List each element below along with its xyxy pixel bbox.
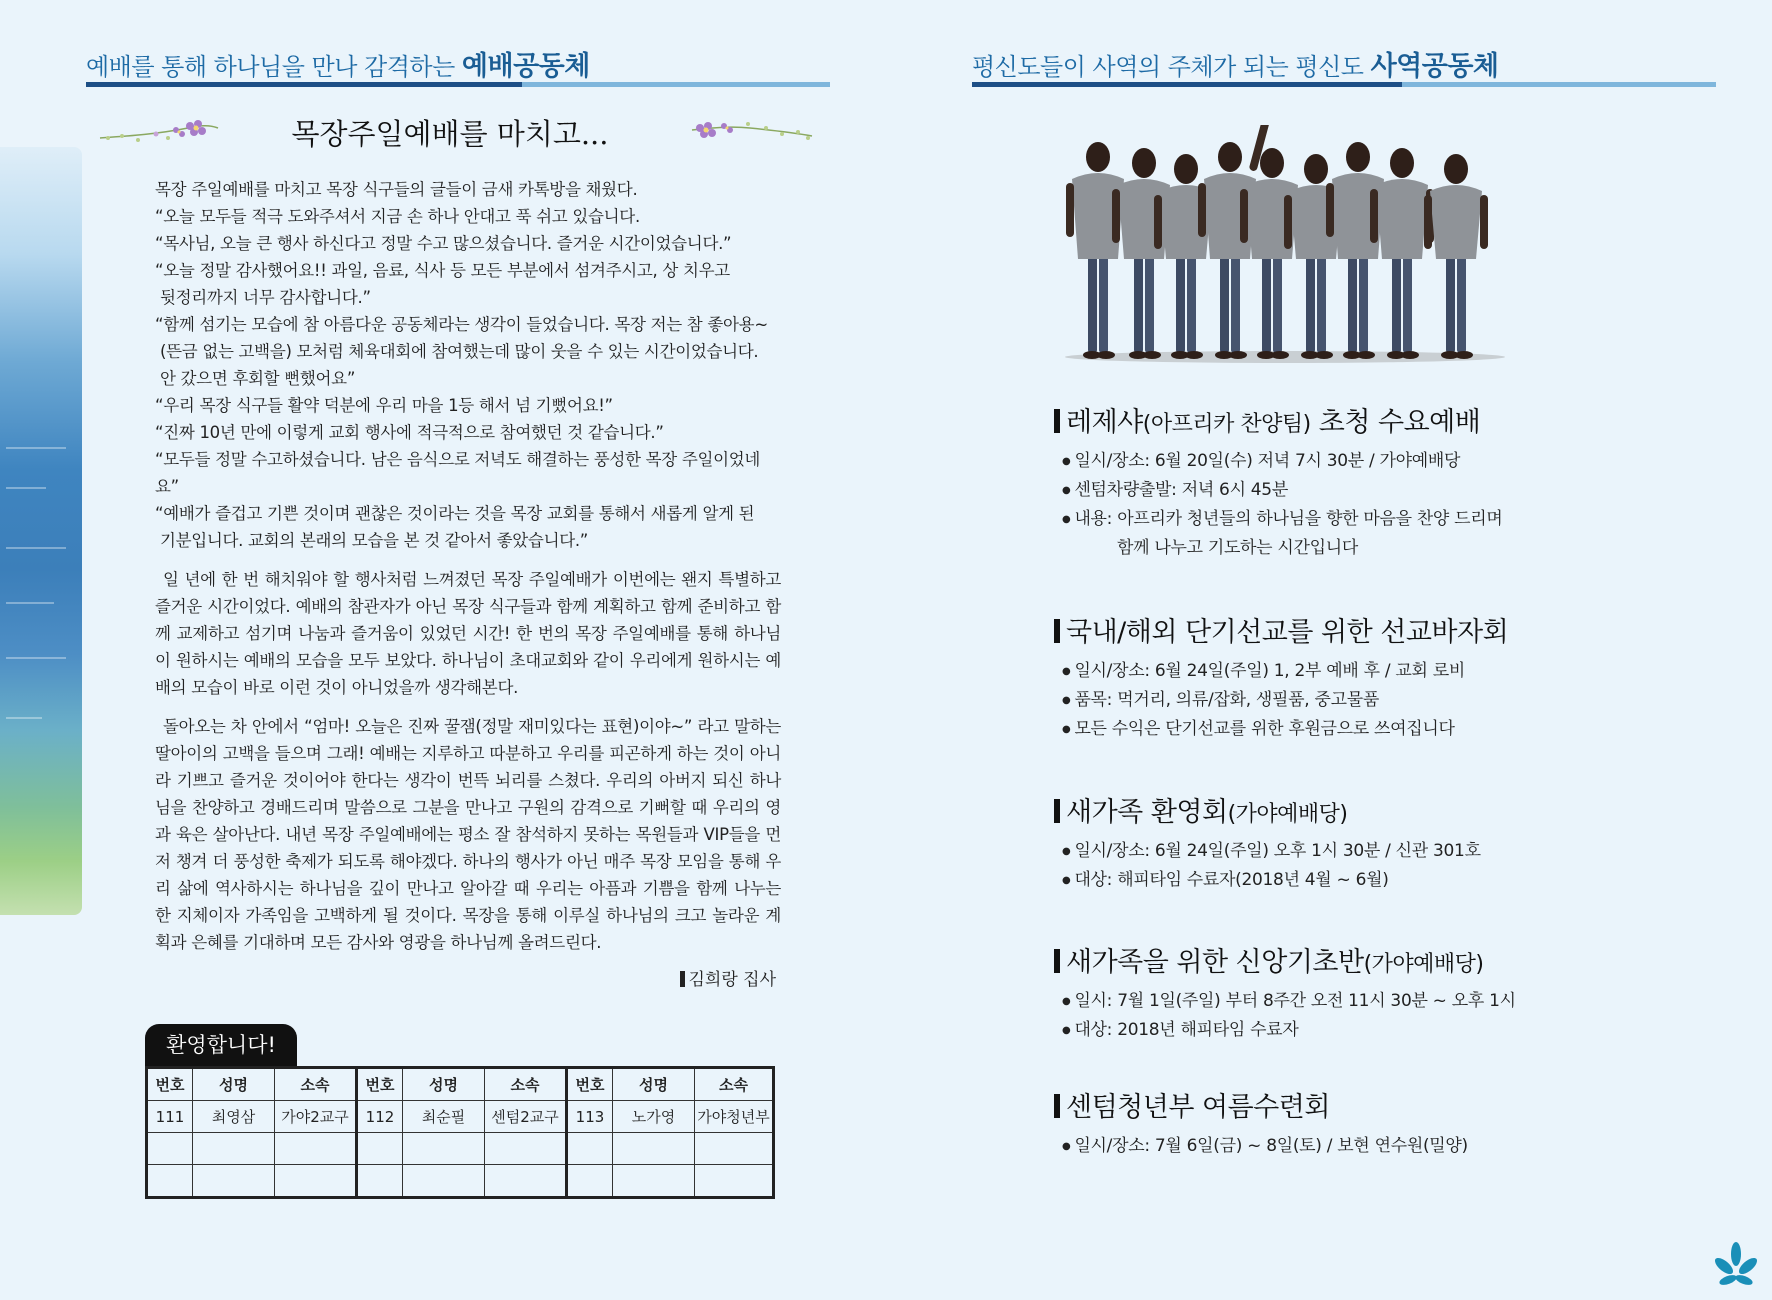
welcome-column-header: 소속	[275, 1068, 357, 1101]
title-bar-icon	[1054, 799, 1060, 823]
right-section-header	[972, 44, 1499, 83]
event-detail-text: 일시/장소: 7월 6일(금) ~ 8일(토) / 보현 연수원(밀양)	[1074, 1136, 1468, 1156]
event-title-sub: (가야예배당)	[1363, 952, 1484, 977]
welcome-tab: 환영합니다!	[145, 1024, 297, 1066]
welcome-column-header: 번호	[147, 1068, 193, 1101]
welcome-table-cell	[193, 1165, 275, 1198]
event-block	[1054, 790, 1614, 895]
event-detail-item	[1062, 657, 1614, 686]
event-title-sub: (가야예배당)	[1227, 802, 1348, 827]
welcome-table-cell	[613, 1133, 695, 1165]
testimony-line: 뒷정리까지 너무 감사합니다.”	[155, 288, 371, 307]
welcome-column-header: 소속	[485, 1068, 567, 1101]
event-detail-item	[1062, 447, 1614, 476]
flower-spray-icon	[98, 114, 220, 150]
choir-group-photo	[1054, 125, 1516, 365]
event-detail-text: 내용: 아프리카 청년들의 하나님을 향한 마음을 찬양 드리며	[1074, 509, 1503, 529]
event-block	[1054, 610, 1614, 744]
event-detail-text: 일시/장소: 6월 20일(수) 저녁 7시 30분 / 가야예배당	[1074, 451, 1461, 471]
event-detail-text: 일시/장소: 6월 24일(주일) 1, 2부 예배 후 / 교회 로비	[1074, 661, 1465, 681]
testimony-line: 기분입니다. 교회의 본래의 모습을 본 것 같아서 좋았습니다.”	[155, 531, 589, 550]
event-title-main: 새가족 환영회	[1066, 797, 1228, 828]
event-title-rest: 초청 수요예배	[1310, 407, 1481, 438]
event-details	[1062, 447, 1614, 563]
event-detail-text: 대상: 해피타임 수료자(2018년 4월 ~ 6월)	[1074, 870, 1389, 890]
left-header-rule	[86, 82, 830, 87]
event-title	[1054, 1085, 1614, 1124]
event-title	[1054, 790, 1614, 829]
testimony-quotes	[155, 176, 781, 554]
event-block	[1054, 1085, 1614, 1161]
event-title-sub: (아프리카 찬양팀)	[1142, 412, 1311, 437]
welcome-table-row	[147, 1101, 774, 1133]
event-title-main: 센텀청년부 여름수련회	[1066, 1092, 1330, 1123]
event-block	[1054, 400, 1614, 563]
welcome-table-header	[147, 1068, 774, 1101]
leaf-logo-icon	[1710, 1240, 1762, 1292]
welcome-column-header: 성명	[613, 1068, 695, 1101]
welcome-table-cell	[357, 1165, 403, 1198]
event-details	[1062, 1132, 1614, 1161]
welcome-table-cell	[567, 1165, 613, 1198]
welcome-table-cell	[357, 1133, 403, 1165]
event-detail-text: 품목: 먹거리, 의류/잡화, 생필품, 중고물품	[1074, 690, 1379, 710]
welcome-column-header: 번호	[357, 1068, 403, 1101]
welcome-table-cell: 112	[357, 1101, 403, 1133]
welcome-table-cell: 노가영	[613, 1101, 695, 1133]
article-author: 김희랑 집사	[680, 965, 776, 990]
testimony-line: (뜬금 없는 고백을) 모처럼 체육대회에 참여했는데 많이 웃을 수 있는 시간이었습니다.	[155, 342, 759, 361]
welcome-table-cell	[403, 1165, 485, 1198]
testimony-line: 안 갔으면 후회할 뻔했어요”	[155, 369, 356, 388]
event-detail-item	[1062, 476, 1614, 505]
event-title-main: 국내/해외 단기선교를 위한 선교바자회	[1066, 617, 1509, 648]
welcome-table-cell	[275, 1133, 357, 1165]
welcome-table-cell: 센텀2교구	[485, 1101, 567, 1133]
testimony-line: “모두들 정말 수고하셨습니다. 남은 음식으로 저녁도 해결하는 풍성한 목장 주일이었네요”	[155, 450, 761, 496]
right-header-prefix: 평신도들이 사역의 주체가 되는 평신도	[972, 53, 1371, 81]
welcome-column-header: 성명	[193, 1068, 275, 1101]
event-details	[1062, 837, 1614, 895]
welcome-table-cell	[695, 1165, 774, 1198]
sea-image-strip	[0, 147, 82, 915]
event-title-main: 새가족을 위한 신앙기초반	[1066, 947, 1364, 978]
title-bar-icon	[1054, 1094, 1060, 1118]
title-bar-icon	[1054, 619, 1060, 643]
welcome-table-row	[147, 1165, 774, 1198]
event-detail-text: 센텀차량출발: 저녁 6시 45분	[1074, 480, 1288, 500]
testimony-line: 목장 주일예배를 마치고 목장 식구들의 글들이 금새 카톡방을 채웠다.	[155, 180, 638, 199]
welcome-table-cell	[403, 1133, 485, 1165]
event-detail-item	[1062, 837, 1614, 866]
testimony-line: “오늘 모두들 적극 도와주셔서 지금 손 하나 안대고 푹 쉬고 있습니다.	[155, 207, 640, 226]
article-paragraph: 일 년에 한 번 해치워야 할 행사처럼 느껴졌던 목장 주일예배가 이번에는 왠지 특별하고 즐거운 시간이었다. 예배의 참관자가 아닌 목장 식구들과 함께 계획하고 함께 준비하고 함께 교제하고 섬기며 나눔과 즐거움이 있었던 시간! 한 번의 목장 주일예배를 통해 하나님이 원하시는 예배의 모습을 모두 보았다. 하나님이 초대교회와 같이 우리에게 원하시는 예배의 모습이 바로 이런 것이 아니었을까 생각해본다.	[155, 570, 781, 697]
right-header-emphasis: 사역공동체	[1370, 51, 1499, 82]
event-title-main: 레제샤	[1066, 407, 1143, 438]
flower-spray-icon	[690, 112, 815, 148]
title-bar-icon	[1054, 409, 1060, 433]
event-detail-continuation: 함께 나누고 기도하는 시간입니다	[1117, 538, 1359, 558]
event-detail-item	[1062, 686, 1614, 715]
welcome-column-header: 소속	[695, 1068, 774, 1101]
event-detail-item	[1062, 987, 1614, 1016]
welcome-table-cell	[613, 1165, 695, 1198]
event-detail-item	[1062, 1132, 1614, 1161]
testimony-line: “목사님, 오늘 큰 행사 하신다고 정말 수고 많으셨습니다. 즐거운 시간이었습니다.”	[155, 234, 732, 253]
event-detail-text: 대상: 2018년 해피타임 수료자	[1074, 1020, 1299, 1040]
article-title: 목장주일예배를 마치고...	[291, 117, 609, 151]
welcome-table-cell: 111	[147, 1101, 193, 1133]
event-detail-item	[1062, 505, 1614, 563]
event-detail-text: 일시: 7월 1일(주일) 부터 8주간 오전 11시 30분 ~ 오후 1시	[1074, 991, 1516, 1011]
left-header-prefix: 예배를 통해 하나님을 만나 감격하는	[86, 53, 462, 81]
event-detail-item	[1062, 1016, 1614, 1045]
event-detail-text: 일시/장소: 6월 24일(주일) 오후 1시 30분 / 신관 301호	[1074, 841, 1481, 861]
event-detail-item	[1062, 866, 1614, 895]
event-title	[1054, 610, 1614, 649]
testimony-line: “함께 섬기는 모습에 참 아름다운 공동체라는 생각이 들었습니다. 목장 저는 참 좋아용~	[155, 315, 768, 334]
testimony-line: “진짜 10년 만에 이렇게 교회 행사에 적극적으로 참여했던 것 같습니다.”	[155, 423, 664, 442]
welcome-table-cell	[485, 1165, 567, 1198]
event-details	[1062, 657, 1614, 744]
event-title	[1054, 940, 1614, 979]
welcome-table-cell	[695, 1133, 774, 1165]
welcome-table	[145, 1066, 775, 1199]
title-bar-icon	[1054, 949, 1060, 973]
welcome-table-cell: 가야청년부	[695, 1101, 774, 1133]
event-details	[1062, 987, 1614, 1045]
welcome-table-cell: 최영삼	[193, 1101, 275, 1133]
welcome-column-header: 번호	[567, 1068, 613, 1101]
welcome-table-cell	[147, 1133, 193, 1165]
welcome-table-cell: 최순필	[403, 1101, 485, 1133]
welcome-table-cell	[567, 1133, 613, 1165]
event-detail-item	[1062, 715, 1614, 744]
welcome-table-cell	[147, 1165, 193, 1198]
left-header-emphasis: 예배공동체	[461, 51, 590, 82]
welcome-table-row	[147, 1133, 774, 1165]
event-title	[1054, 400, 1614, 439]
right-header-rule	[972, 82, 1716, 87]
left-section-header	[86, 44, 590, 83]
right-page	[886, 0, 1772, 1300]
event-block	[1054, 940, 1614, 1045]
article-body	[155, 176, 781, 956]
event-detail-text: 모든 수익은 단기선교를 위한 후원금으로 쓰여집니다	[1074, 719, 1455, 739]
welcome-table-cell: 가야2교구	[275, 1101, 357, 1133]
welcome-table-cell	[193, 1133, 275, 1165]
testimony-line: “오늘 정말 감사했어요!! 과일, 음료, 식사 등 모든 부분에서 섬겨주시고, 상 치우고	[155, 261, 730, 280]
welcome-table-cell: 113	[567, 1101, 613, 1133]
testimony-line: “우리 목장 식구들 활약 덕분에 우리 마을 1등 해서 넘 기뻤어요!”	[155, 396, 613, 415]
welcome-column-header: 성명	[403, 1068, 485, 1101]
welcome-table-cell	[485, 1133, 567, 1165]
testimony-line: “예배가 즐겁고 기쁜 것이며 괜찮은 것이라는 것을 목장 교회를 통해서 새롭게 알게 된	[155, 504, 755, 523]
article-paragraph: 돌아오는 차 안에서 “엄마! 오늘은 진짜 꿀잼(정말 재미있다는 표현)이야~” 라고 말하는 딸아이의 고백을 들으며 그래! 예배는 지루하고 따분하고 우리를 피곤하게 하는 것이 아니라 기쁘고 즐거운 것이어야 한다는 생각이 번뜩 뇌리를 스쳤다. 우리의 아버지 되신 하나님을 찬양하고 경배드리며 말씀으로 그분을 만나고 구원의 감격으로 기뻐할 때 우리의 영과 육은 살아난다. 내년 목장 주일예배에는 평소 잘 참석하지 못하는 목원들과 VIP들을 먼저 챙겨 더 풍성한 축제가 되도록 해야겠다. 하나의 행사가 아닌 매주 목장 모임을 통해 우리 삶에 역사하시는 하나님을 깊이 만나고 알아갈 때 우리는 아픔과 기쁨을 함께 나누는 한 지체이자 가족임을 고백하게 될 것이다. 목장을 통해 이루실 하나님의 크고 놀라운 계획과 은혜를 기대하며 모든 감사와 영광을 하나님께 올려드린다.	[155, 717, 781, 952]
welcome-table-cell	[275, 1165, 357, 1198]
